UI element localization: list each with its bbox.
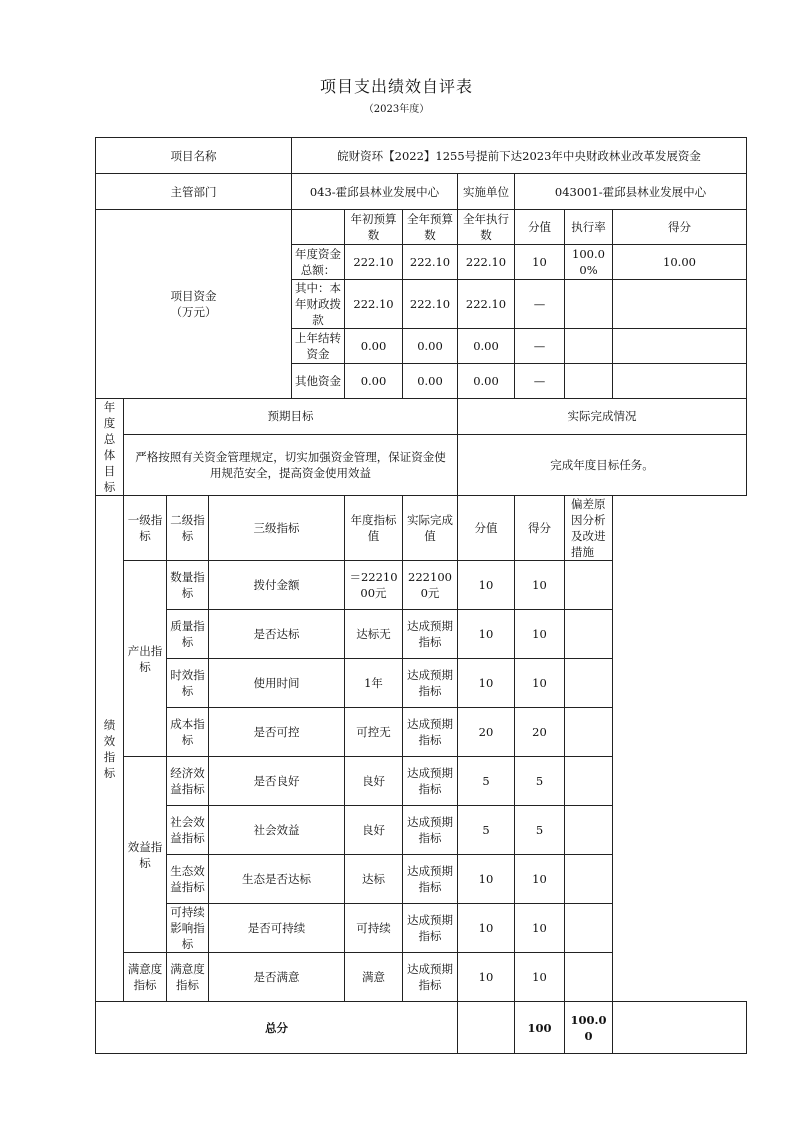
- indicator-score: 10: [515, 561, 565, 610]
- indicator-row: [96, 610, 747, 659]
- funds-row-initial: 222.10: [345, 245, 403, 280]
- funds-row-label: 其他资金: [292, 364, 345, 399]
- indicator-level3: 是否满意: [209, 953, 345, 1002]
- funds-row-annual: 222.10: [403, 280, 458, 329]
- indicator-level3: 使用时间: [209, 659, 345, 708]
- funds-row-score-value: 10: [515, 245, 565, 280]
- total-value: 100: [515, 1002, 565, 1054]
- funds-row-rate: [565, 329, 613, 364]
- project-name-row: [96, 138, 747, 174]
- indicator-row: [96, 904, 747, 953]
- department-row: [96, 174, 747, 210]
- indicator-level2: 可持续影响指标: [167, 904, 209, 953]
- funds-row-score: [613, 280, 747, 329]
- indicator-note: [565, 904, 613, 953]
- indicator-row: [96, 806, 747, 855]
- indicator-actual: 达成预期指标: [403, 659, 458, 708]
- funds-header-score: 得分: [613, 210, 747, 245]
- indicator-target: 达标无: [345, 610, 403, 659]
- indicator-value: 10: [458, 659, 515, 708]
- funds-header-executed: 全年执行数: [458, 210, 515, 245]
- funds-row-score-value: —: [515, 364, 565, 399]
- indicator-level1: 产出指标: [124, 561, 167, 757]
- funds-row-label: 其中：本年财政拨款: [292, 280, 345, 329]
- indicator-score: 10: [515, 953, 565, 1002]
- goals-content-row: [96, 434, 747, 495]
- indicator-level2: 社会效益指标: [167, 806, 209, 855]
- indicator-score: 20: [515, 708, 565, 757]
- funds-row-score: [613, 329, 747, 364]
- indicators-header-row: [96, 496, 747, 561]
- indicators-header-level1: 一级指标: [124, 496, 167, 561]
- total-label: 总分: [96, 1002, 458, 1054]
- funds-row-executed: 0.00: [458, 329, 515, 364]
- department-value: 043-霍邱县林业发展中心: [292, 174, 458, 210]
- indicator-target: 良好: [345, 757, 403, 806]
- indicator-level2: 生态效益指标: [167, 855, 209, 904]
- goals-header-row: [96, 399, 747, 435]
- funds-row-score: 10.00: [613, 245, 747, 280]
- indicator-score: 5: [515, 757, 565, 806]
- indicator-note: [565, 855, 613, 904]
- funds-row-label: 上年结转资金: [292, 329, 345, 364]
- funds-row-annual: 0.00: [403, 364, 458, 399]
- implementing-unit-label: 实施单位: [458, 174, 515, 210]
- goals-expected-text: 严格按照有关资金管理规定，切实加强资金管理，保证资金使用规范安全，提高资金使用效益: [124, 434, 458, 495]
- indicator-level3: 是否达标: [209, 610, 345, 659]
- indicator-actual: 达成预期指标: [403, 904, 458, 953]
- funds-header-row: [96, 210, 747, 245]
- goals-expected-header: 预期目标: [124, 399, 458, 435]
- funds-row-score-value: —: [515, 329, 565, 364]
- indicator-actual: 达成预期指标: [403, 610, 458, 659]
- indicators-header-score: 得分: [515, 496, 565, 561]
- indicators-header-value: 分值: [458, 496, 515, 561]
- department-label: 主管部门: [96, 174, 292, 210]
- goals-actual-header: 实际完成情况: [458, 399, 747, 435]
- evaluation-table: [95, 137, 747, 1054]
- indicator-level2: 经济效益指标: [167, 757, 209, 806]
- funds-row-annual: 0.00: [403, 329, 458, 364]
- indicator-note: [565, 610, 613, 659]
- indicator-actual: 2221000元: [403, 561, 458, 610]
- goals-actual-text: 完成年度目标任务。: [458, 434, 747, 495]
- indicator-row: [96, 659, 747, 708]
- indicator-note: [565, 659, 613, 708]
- indicator-note: [565, 561, 613, 610]
- indicators-header-target: 年度指标值: [345, 496, 403, 561]
- indicator-note: [565, 806, 613, 855]
- indicator-level3: 是否可持续: [209, 904, 345, 953]
- funds-row-rate: [565, 364, 613, 399]
- indicator-level3: 社会效益: [209, 806, 345, 855]
- indicator-actual: 达成预期指标: [403, 708, 458, 757]
- funds-row-executed: 222.10: [458, 245, 515, 280]
- indicator-score: 10: [515, 855, 565, 904]
- indicator-row: [96, 757, 747, 806]
- indicator-level2: 时效指标: [167, 659, 209, 708]
- indicator-score: 10: [515, 659, 565, 708]
- indicator-target: 达标: [345, 855, 403, 904]
- goals-label: 年度总体目标: [96, 399, 124, 496]
- indicator-actual: 达成预期指标: [403, 757, 458, 806]
- indicator-level2: 质量指标: [167, 610, 209, 659]
- indicator-actual: 达成预期指标: [403, 806, 458, 855]
- indicator-target: 满意: [345, 953, 403, 1002]
- indicators-header-level3: 三级指标: [209, 496, 345, 561]
- indicator-score: 5: [515, 806, 565, 855]
- indicators-header-actual: 实际完成值: [403, 496, 458, 561]
- indicator-level1: 满意度指标: [124, 953, 167, 1002]
- funds-header-initial: 年初预算数: [345, 210, 403, 245]
- total-blank: [458, 1002, 515, 1054]
- funds-header-annual: 全年预算数: [403, 210, 458, 245]
- funds-row-annual: 222.10: [403, 245, 458, 280]
- indicator-level3: 是否良好: [209, 757, 345, 806]
- indicator-note: [565, 708, 613, 757]
- funds-row-score-value: —: [515, 280, 565, 329]
- page-title: 项目支出绩效自评表: [319, 77, 473, 96]
- indicator-value: 20: [458, 708, 515, 757]
- indicator-row: [96, 561, 747, 610]
- indicator-level3: 生态是否达标: [209, 855, 345, 904]
- indicator-level2: 满意度指标: [167, 953, 209, 1002]
- funds-row-executed: 0.00: [458, 364, 515, 399]
- project-name-label: 项目名称: [96, 138, 292, 174]
- funds-row-rate: [565, 280, 613, 329]
- funds-row-initial: 0.00: [345, 329, 403, 364]
- project-name-value: 皖财资环【2022】1255号提前下达2023年中央财政林业改革发展资金: [292, 138, 747, 174]
- total-score: 100.00: [565, 1002, 613, 1054]
- funds-row-rate: 100.00%: [565, 245, 613, 280]
- funds-row-executed: 222.10: [458, 280, 515, 329]
- funds-row-initial: 0.00: [345, 364, 403, 399]
- indicator-level3: 拨付金额: [209, 561, 345, 610]
- indicator-note: [565, 757, 613, 806]
- indicator-level1: 效益指标: [124, 757, 167, 953]
- indicators-header-level2: 二级指标: [167, 496, 209, 561]
- indicator-value: 10: [458, 610, 515, 659]
- indicator-level3: 是否可控: [209, 708, 345, 757]
- indicator-value: 10: [458, 953, 515, 1002]
- indicator-target: 可持续: [345, 904, 403, 953]
- implementing-unit-value: 043001-霍邱县林业发展中心: [515, 174, 747, 210]
- indicator-value: 10: [458, 561, 515, 610]
- funds-row-label: 年度资金总额：: [292, 245, 345, 280]
- funds-row-score: [613, 364, 747, 399]
- total-row: [96, 1002, 747, 1054]
- page-subtitle: （2023年度）: [363, 104, 430, 115]
- indicator-target: ＝2221000元: [345, 561, 403, 610]
- funds-header-score-value: 分值: [515, 210, 565, 245]
- indicator-target: 1年: [345, 659, 403, 708]
- indicator-row: [96, 855, 747, 904]
- indicator-target: 可控无: [345, 708, 403, 757]
- indicators-header-note: 偏差原因分析及改进措施: [565, 496, 613, 561]
- funds-header-rate: 执行率: [565, 210, 613, 245]
- indicator-row: [96, 708, 747, 757]
- indicator-value: 10: [458, 855, 515, 904]
- funds-row-initial: 222.10: [345, 280, 403, 329]
- indicator-value: 5: [458, 757, 515, 806]
- indicator-level2: 成本指标: [167, 708, 209, 757]
- indicator-note: [565, 953, 613, 1002]
- funds-header-blank: [292, 210, 345, 245]
- indicator-level2: 数量指标: [167, 561, 209, 610]
- total-note: [613, 1002, 747, 1054]
- funds-label: 项目资金 （万元）: [96, 210, 292, 399]
- indicator-actual: 达成预期指标: [403, 855, 458, 904]
- indicator-target: 良好: [345, 806, 403, 855]
- indicator-row: [96, 953, 747, 1002]
- indicator-value: 10: [458, 904, 515, 953]
- indicator-score: 10: [515, 904, 565, 953]
- indicator-value: 5: [458, 806, 515, 855]
- indicator-score: 10: [515, 610, 565, 659]
- indicators-label: 绩效指标: [96, 496, 124, 1002]
- indicator-actual: 达成预期指标: [403, 953, 458, 1002]
